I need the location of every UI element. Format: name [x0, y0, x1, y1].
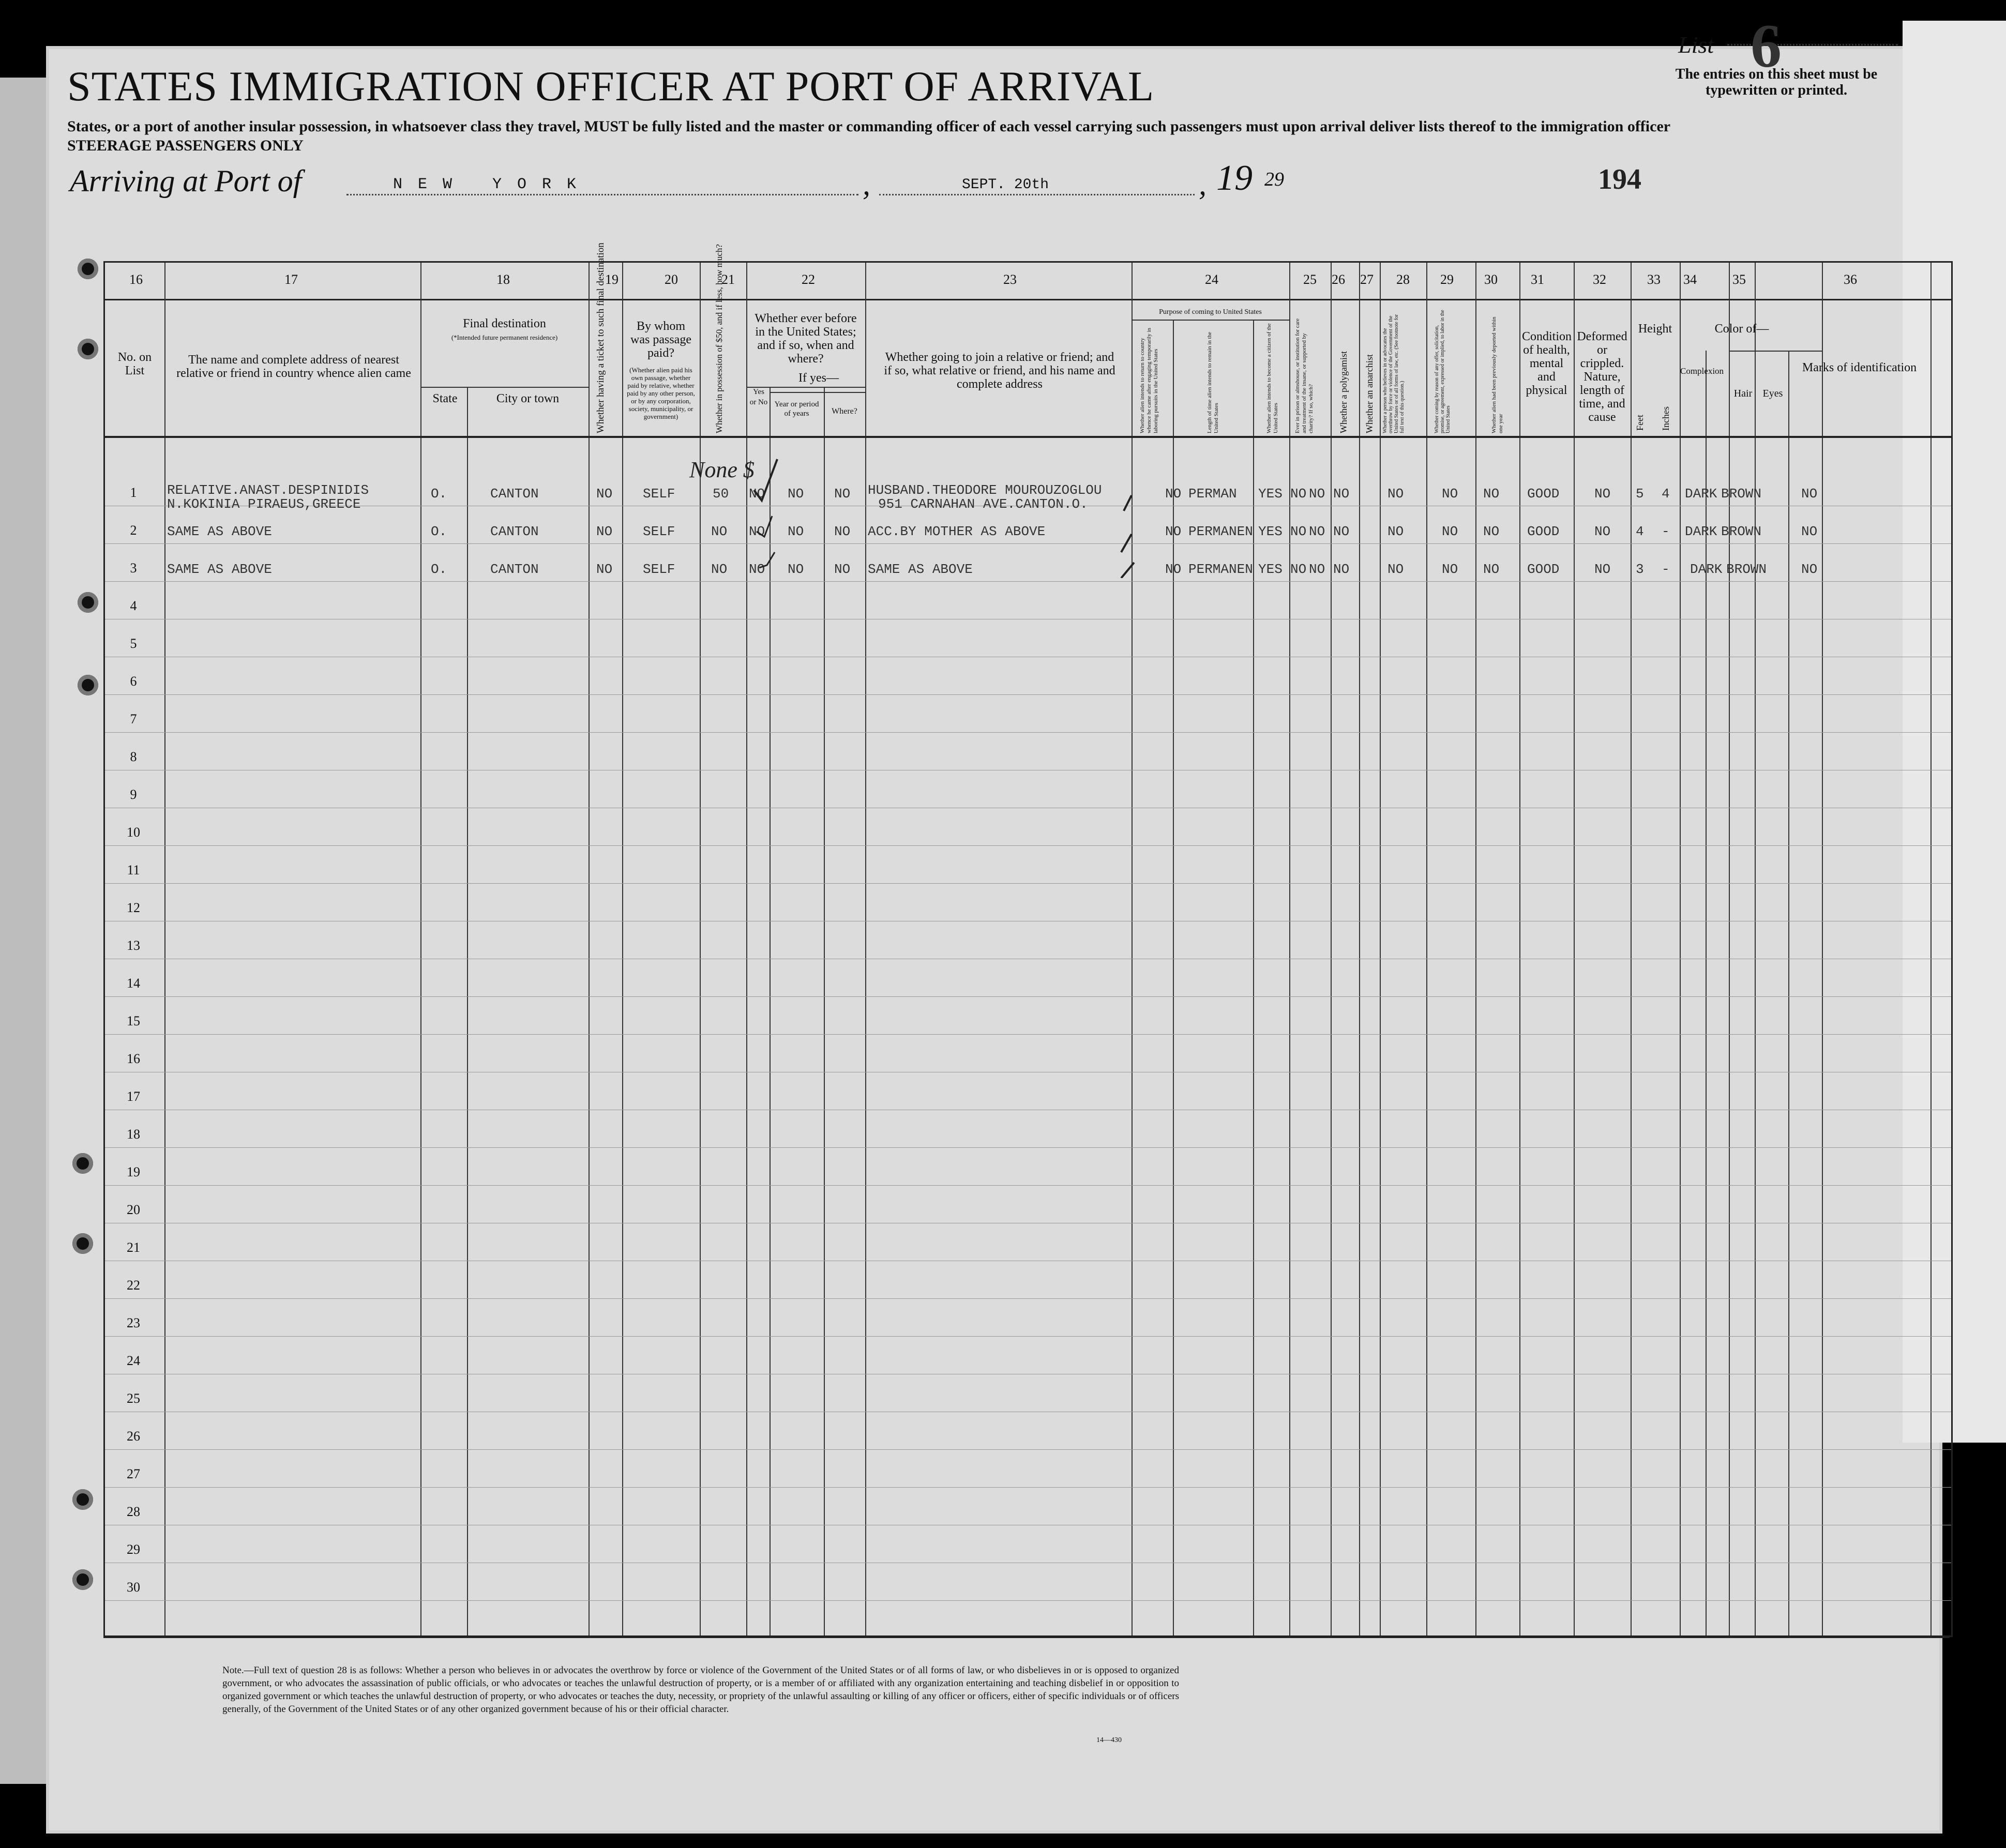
- col28-header: Whether a person who believes in or advocates the overthrow by force or violence of the Government of the United States or of all forms of law, etc. (See footnote for full text of this question.): [1382, 314, 1405, 433]
- column-divider: [1755, 263, 1756, 1635]
- passenger-class: STEERAGE PASSENGERS ONLY: [67, 137, 304, 154]
- date-underline: [879, 194, 1195, 195]
- question-28: NO: [1387, 524, 1404, 539]
- before-yes-no: NO: [749, 524, 765, 539]
- footer-rule: [103, 1637, 1950, 1638]
- question-29: NO: [1442, 524, 1458, 539]
- column-divider: [1426, 263, 1427, 1635]
- destination-state: O.: [431, 562, 447, 577]
- citizen-intent: YES: [1258, 524, 1283, 539]
- list-label: List: [1678, 32, 1714, 58]
- binding-hole: [72, 1569, 93, 1590]
- column-divider: [1289, 263, 1290, 1635]
- col33-header: Height: [1638, 322, 1672, 336]
- col-number: 30: [1484, 272, 1498, 287]
- col-number: 18: [496, 272, 510, 287]
- row-rule: [105, 883, 1951, 884]
- col-number: 27: [1360, 272, 1374, 287]
- col22-yesno: Yes or No: [749, 388, 768, 406]
- col33-inches: Inches: [1661, 406, 1671, 431]
- row-number: 8: [130, 749, 137, 764]
- page-title: STATES IMMIGRATION OFFICER AT PORT OF ARRIVAL: [67, 63, 1155, 110]
- row-number: 18: [127, 1127, 140, 1142]
- prison: NO: [1290, 524, 1307, 539]
- row-number: 26: [127, 1429, 140, 1444]
- paid-by: SELF: [643, 562, 675, 577]
- joining: SAME AS ABOVE: [868, 562, 973, 577]
- row-number: 22: [127, 1278, 140, 1293]
- row-number: 1: [130, 485, 137, 500]
- form-code: 14—430: [1096, 1736, 1122, 1744]
- col18-header: Final destination: [463, 317, 546, 330]
- col-number: 32: [1593, 272, 1606, 287]
- binding-hole: [78, 339, 98, 359]
- polygamist: NO: [1309, 486, 1325, 502]
- deformed: NO: [1594, 486, 1611, 502]
- col35-hair: Hair: [1733, 388, 1753, 399]
- question-29: NO: [1442, 562, 1458, 577]
- row-number: 3: [130, 561, 137, 575]
- row-number: 27: [127, 1466, 140, 1481]
- col30-header: Whether alien had been previously deported within one year: [1491, 316, 1504, 433]
- height-feet: 5: [1636, 486, 1644, 502]
- relative-address: SAME AS ABOVE: [167, 562, 272, 577]
- return-intent: NO: [1165, 486, 1182, 502]
- column-divider: [1359, 263, 1360, 1635]
- col-number: 33: [1647, 272, 1661, 287]
- port-underline: [346, 194, 858, 195]
- col22-where: Where?: [832, 407, 857, 416]
- height-inches: 4: [1662, 486, 1670, 502]
- subheader-line: [1729, 351, 1755, 352]
- joining: ACC.BY MOTHER AS ABOVE: [868, 524, 1046, 539]
- col18-note: (*Intended future permanent residence): [451, 334, 558, 341]
- col-number: 17: [284, 272, 298, 287]
- footnote: Note.—Full text of question 28 is as follows: Whether a person who believes in or advocates the overthrow by force or violence of the Government of the United States or of all forms of law, or who disbelieves in or is opposed to organized government, or who advocates the assassination of public officials, or who advocates or teaches the unlawful destruction of property, or is a member of or affiliated with any organization entertaining and teaching disbelief in or opposition to organized government or which teaches the unlawful destruction of property, or who advocates or teaches the duty, necessity, or propriety of the unlawful assaulting or killing of any officer or officers, either of specific individuals or of officers generally, of the Government of the United States or of any other organized government because of his or their official character.: [222, 1665, 1179, 1715]
- column-divider: [1822, 263, 1823, 1635]
- col22-header: Whether ever before in the United States; and if so, when and where?: [755, 312, 857, 366]
- question-28: NO: [1387, 486, 1404, 502]
- polygamist: NO: [1309, 562, 1325, 577]
- column-divider: [1930, 263, 1932, 1635]
- row-number: 5: [130, 636, 137, 651]
- list-number: 6: [1751, 11, 1782, 80]
- column-divider: [1519, 263, 1520, 1635]
- col24-header: Purpose of coming to United States: [1159, 308, 1262, 316]
- identifying-marks: NO: [1801, 486, 1818, 502]
- binding-hole: [78, 259, 98, 279]
- typewritten-instruction: The entries on this sheet must be typewritten or printed.: [1675, 66, 1878, 98]
- col19-header: Whether having a ticket to such final destination: [595, 243, 606, 433]
- column-divider: [1132, 263, 1133, 1635]
- column-divider: [1631, 263, 1632, 1635]
- length-of-stay: PERMAN: [1188, 486, 1237, 502]
- row-number: 21: [127, 1240, 140, 1255]
- subheader-line: [1755, 351, 1822, 352]
- row-number: 17: [127, 1089, 140, 1104]
- row-number: 2: [130, 523, 137, 538]
- col17-header: The name and complete address of nearest relative or friend in country whence alien came: [176, 353, 411, 380]
- row-number: 19: [127, 1164, 140, 1179]
- anarchist: NO: [1333, 562, 1350, 577]
- ticket: NO: [596, 562, 613, 577]
- before-where: NO: [834, 562, 851, 577]
- complexion: DARK: [1685, 486, 1717, 502]
- arrival-date: SEPT. 20th: [962, 177, 1049, 193]
- polygamist: NO: [1309, 524, 1325, 539]
- row-number: 9: [130, 787, 137, 802]
- row-rule: [105, 996, 1951, 997]
- col-number: 16: [129, 272, 143, 287]
- row-rule: [105, 543, 1951, 544]
- page-subtitle: States, or a port of another insular possession, in whatsoever class they travel, MUST be fully listed and the master or commanding officer of each vessel carrying such passengers must upon arrival deliver lists thereof to the immigration officer: [67, 118, 1671, 135]
- col33-feet: Feet: [1635, 415, 1645, 431]
- destination-city: CANTON: [490, 562, 539, 577]
- row-number: 15: [127, 1013, 140, 1028]
- arriving-label: Arriving at Port of: [70, 164, 302, 198]
- comma: ,: [1199, 167, 1206, 201]
- column-divider: [1253, 320, 1254, 1635]
- money: NO: [711, 562, 728, 577]
- binding-hole: [72, 1489, 93, 1510]
- row-number: 11: [127, 862, 140, 877]
- col-number: 31: [1531, 272, 1544, 287]
- relative-address: RELATIVE.ANAST.DESPINIDIS: [167, 482, 369, 498]
- row-number: 6: [130, 674, 137, 689]
- col31-header: Condition of health, mental and physical: [1522, 330, 1572, 397]
- anarchist: NO: [1333, 524, 1350, 539]
- question-30: NO: [1483, 486, 1500, 502]
- before-years: NO: [788, 562, 804, 577]
- column-divider: [1680, 263, 1681, 1635]
- column-divider: [824, 387, 825, 1635]
- before-yes-no: NO: [749, 486, 765, 502]
- height-feet: 3: [1636, 562, 1644, 577]
- col35-header: Color of—: [1714, 322, 1769, 336]
- paid-by: SELF: [643, 524, 675, 539]
- col29-header: Whether coming by reason of any offer, solicitation, promise, or agreement, expressed or implied, to labor in the United States: [1434, 310, 1451, 433]
- row-number: 16: [127, 1051, 140, 1066]
- before-where: NO: [834, 486, 851, 502]
- col20-header: By whom was passage paid?: [630, 320, 691, 360]
- joining: HUSBAND.THEODORE MOUROUZOGLOU: [868, 482, 1102, 498]
- column-divider: [1729, 263, 1730, 1635]
- destination-city: CANTON: [490, 486, 539, 502]
- col-number: 19: [605, 272, 619, 287]
- handwritten-check-marks-col24: [1116, 475, 1147, 578]
- col21-header: Whether in possession of $50, and if less, how much?: [714, 244, 724, 433]
- citizen-intent: YES: [1258, 486, 1283, 502]
- anarchist: NO: [1333, 486, 1350, 502]
- col34-header: Complexion: [1680, 366, 1724, 376]
- handwritten-check-marks: [746, 449, 824, 573]
- port-name: NEW YORK: [393, 176, 592, 193]
- col22-years: Year or period of years: [774, 400, 819, 418]
- money: NO: [711, 524, 728, 539]
- ticket: NO: [596, 524, 613, 539]
- col18-city: City or town: [496, 392, 560, 405]
- joining-line2: 951 CARNAHAN AVE.CANTON.O.: [878, 496, 1088, 512]
- destination-state: O.: [431, 486, 447, 502]
- before-where: NO: [834, 524, 851, 539]
- question-30: NO: [1483, 524, 1500, 539]
- height-feet: 4: [1636, 524, 1644, 539]
- column-divider: [1574, 263, 1575, 1635]
- row-rule: [105, 1600, 1951, 1601]
- row-number: 25: [127, 1391, 140, 1406]
- column-divider: [467, 387, 468, 1635]
- col25-header: Ever in prison or almshouse, or institution for care and treatment of the insane, or supported by charity? If so, which?: [1294, 318, 1314, 433]
- row-rule: [105, 845, 1951, 846]
- deformed: NO: [1594, 524, 1611, 539]
- row-number: 13: [127, 938, 140, 953]
- row-rule: [105, 1449, 1951, 1450]
- binding-hole: [72, 1153, 93, 1174]
- column-divider: [1331, 263, 1332, 1635]
- col24-length: Length of time alien intends to remain in the United States: [1206, 331, 1219, 433]
- col36-header: Marks of identification: [1802, 361, 1917, 374]
- ticket: NO: [596, 486, 613, 502]
- row-number: 12: [127, 900, 140, 915]
- hair-color: BROWN: [1721, 524, 1762, 539]
- col-number: 20: [665, 272, 678, 287]
- height-inches: -: [1662, 562, 1670, 577]
- hair-color: BROWN: [1721, 486, 1762, 502]
- row-rule: [105, 694, 1951, 695]
- col-number: 22: [802, 272, 815, 287]
- row-number: 28: [127, 1504, 140, 1519]
- column-divider: [865, 263, 866, 1635]
- money: 50: [713, 486, 729, 502]
- paid-by: SELF: [643, 486, 675, 502]
- row-number: 23: [127, 1315, 140, 1330]
- column-divider: [622, 263, 623, 1635]
- destination-city: CANTON: [490, 524, 539, 539]
- complexion: DARK: [1685, 524, 1717, 539]
- column-divider: [1475, 263, 1476, 1635]
- col-number: 24: [1205, 272, 1218, 287]
- before-yes-no: NO: [749, 562, 765, 577]
- header-bottom-rule: [105, 436, 1951, 438]
- relative-address: SAME AS ABOVE: [167, 524, 272, 539]
- col32-header: Deformed or crippled. Nature, length of time, and cause: [1577, 330, 1627, 424]
- row-number: 30: [127, 1580, 140, 1595]
- length-of-stay: PERMANEN: [1188, 562, 1253, 577]
- manifest-table: [103, 243, 1953, 1637]
- column-divider: [164, 263, 165, 1635]
- column-divider: [1173, 320, 1174, 1635]
- row-rule: [105, 1298, 1951, 1299]
- return-intent: NO: [1165, 562, 1182, 577]
- col24-citizen: Whether alien intends to become a citizen of the United States: [1266, 323, 1279, 433]
- col-number: 25: [1303, 272, 1317, 287]
- col27-header: Whether an anarchist: [1364, 354, 1375, 433]
- row-rule: [105, 732, 1951, 733]
- row-rule: [105, 1147, 1951, 1148]
- health: GOOD: [1527, 486, 1560, 502]
- col26-header: Whether a polygamist: [1338, 351, 1349, 433]
- page-number: 194: [1598, 163, 1641, 195]
- col16-header: No. on List: [117, 351, 152, 377]
- binding-hole: [78, 592, 98, 613]
- col-number: 36: [1844, 272, 1857, 287]
- year-handwritten: 29: [1264, 169, 1284, 190]
- identifying-marks: NO: [1801, 524, 1818, 539]
- deformed: NO: [1594, 562, 1611, 577]
- column-divider: [770, 387, 771, 1635]
- row-rule: [105, 1487, 1951, 1488]
- relative-address-line2: N.KOKINIA PIRAEUS,GREECE: [167, 496, 361, 512]
- complexion: DARK: [1690, 562, 1723, 577]
- destination-state: O.: [431, 524, 447, 539]
- row-number: 20: [127, 1202, 140, 1217]
- row-number: 7: [130, 711, 137, 726]
- question-28: NO: [1387, 562, 1404, 577]
- binding-edge: [0, 78, 49, 1784]
- before-years: NO: [788, 524, 804, 539]
- subheader-line: [770, 392, 865, 393]
- column-divider: [420, 263, 421, 1635]
- row-number: 29: [127, 1542, 140, 1557]
- identifying-marks: NO: [1801, 562, 1818, 577]
- health: GOOD: [1527, 524, 1560, 539]
- col20-note: (Whether alien paid his own passage, whether paid by relative, whether paid by any other person, or by any corporation, society, municipality, or government): [627, 366, 695, 420]
- return-intent: NO: [1165, 524, 1182, 539]
- row-number: 4: [130, 598, 137, 613]
- question-30: NO: [1483, 562, 1500, 577]
- col18-state: State: [432, 392, 458, 405]
- row-number: 10: [127, 825, 140, 840]
- question-29: NO: [1442, 486, 1458, 502]
- col-number: 26: [1332, 272, 1345, 287]
- length-of-stay: PERMANEN: [1188, 524, 1253, 539]
- before-years: NO: [788, 486, 804, 502]
- row-rule: [105, 1336, 1951, 1337]
- binding-hole: [72, 1233, 93, 1254]
- col24-return: Whether alien intends to return to country whence he came after engaging temporarily in laboring pursuits in the United States: [1139, 327, 1159, 433]
- height-inches: -: [1662, 524, 1670, 539]
- row-rule: [105, 1034, 1951, 1035]
- col-number: 29: [1440, 272, 1454, 287]
- subheader-line: [420, 387, 589, 388]
- col-number: 23: [1003, 272, 1017, 287]
- binding-hole: [78, 675, 98, 695]
- col-number: 21: [721, 272, 735, 287]
- comma: ,: [863, 167, 870, 201]
- row-number: 24: [127, 1353, 140, 1368]
- row-rule: [105, 1185, 1951, 1186]
- col-number: 35: [1732, 272, 1746, 287]
- col22-ifyes: If yes—: [798, 371, 839, 385]
- row-number: 14: [127, 976, 140, 991]
- year-prefix: 19: [1216, 158, 1253, 198]
- prison: NO: [1290, 562, 1307, 577]
- column-divider: [589, 263, 590, 1635]
- col23-header: Whether going to join a relative or friend; and if so, what relative or friend, and his name and complete address: [884, 351, 1115, 391]
- col35-eyes: Eyes: [1762, 388, 1783, 399]
- col-number: 28: [1396, 272, 1410, 287]
- handwritten-money-note: None $: [689, 457, 755, 482]
- citizen-intent: YES: [1258, 562, 1283, 577]
- health: GOOD: [1527, 562, 1560, 577]
- col-number: 34: [1683, 272, 1697, 287]
- hair-color: BROWN: [1726, 562, 1767, 577]
- column-divider: [1380, 263, 1381, 1635]
- row-rule: [105, 581, 1951, 582]
- prison: NO: [1290, 486, 1307, 502]
